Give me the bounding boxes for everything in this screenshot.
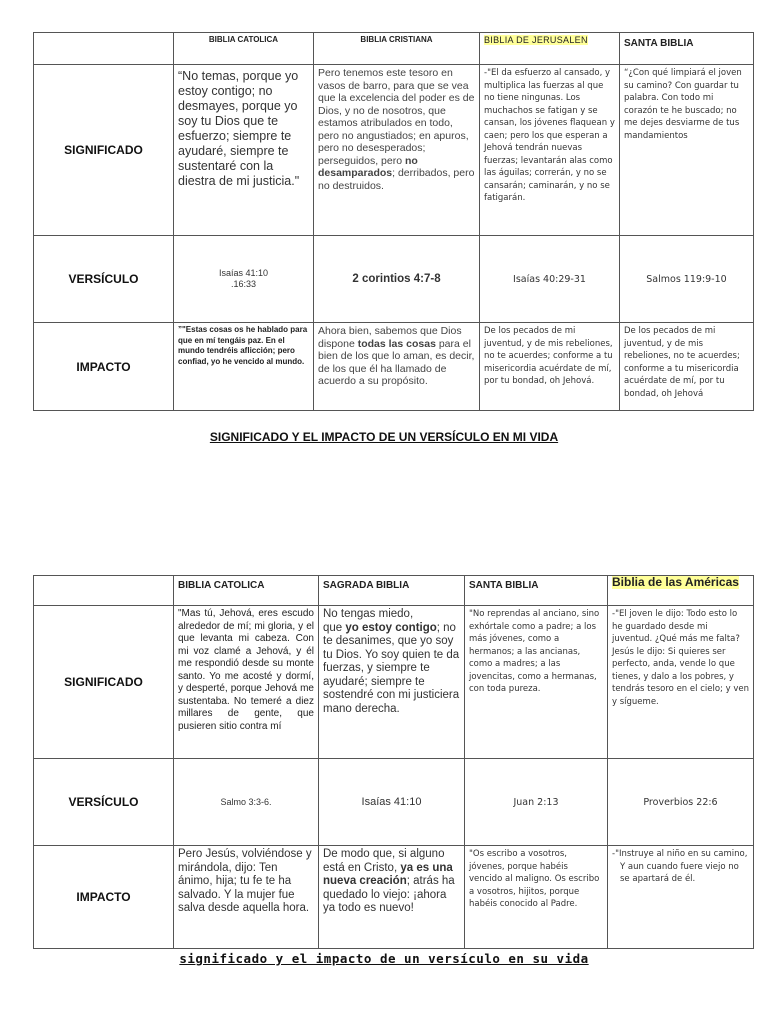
impacto-cell: Pero Jesús, volviéndose y mirándola, dijo: Ten ánimo, hija; tu fe te ha salvado. Y la mujer fue salva desde aquella hora.: [174, 846, 319, 949]
significado-cell: "No reprendas al anciano, sino exhórtale como a padre; a los más jóvenes, como a hermanos; a las ancianas, como a madres; a las jovencitas, como a hermanas, con toda pureza.: [465, 606, 608, 759]
bold-phrase: yo estoy contigo: [345, 621, 437, 634]
significado-cell: “¿Con qué limpiará el joven su camino? Con guardar tu palabra. Con todo mi corazón te he buscado; no me dejes desviarme de tus mandamientos: [620, 65, 754, 236]
bold-phrase: todas las cosas: [357, 337, 436, 350]
verse-reference: Proverbios 22:6: [608, 759, 754, 846]
column-header-highlight: BIBLIA DE JERUSALEN: [484, 35, 588, 45]
verse-reference: Salmo 3:3-6.: [174, 759, 319, 846]
verse-reference: Juan 2:13: [465, 759, 608, 846]
bible-comparison-table-2: [33, 575, 754, 949]
column-header-highlight: Biblia de las Américas: [612, 575, 739, 589]
column-header: BIBLIA CATOLICA: [174, 576, 319, 606]
verse-reference: Salmos 119:9-10: [620, 236, 754, 323]
column-header: BIBLIA CRISTIANA: [314, 33, 480, 65]
row-label-versiculo: VERSÍCULO: [34, 759, 174, 846]
header-empty-cell: [34, 33, 174, 65]
significado-cell: “No temas, porque yo estoy contigo; no desmayes, porque yo soy tu Dios que te esfuerzo; siempre te ayudaré, siempre te sustentaré con la diestra de mi justicia.": [174, 65, 314, 236]
significado-cell: No tengas miedo, que yo estoy contigo; no te desanimes, que yo soy tu Dios. Yo soy quien te da fuerzas, y siempre te ayudaré; siempre te sostendré con mi justiciera mano derecha.: [319, 606, 465, 759]
verse-reference: 2 corintios 4:7-8: [314, 236, 480, 323]
column-header: SANTA BIBLIA: [465, 576, 608, 606]
impacto-cell: ”"Estas cosas os he hablado para que en mí tengáis paz. En el mundo tendréis aflicción; pero confiad, yo he vencido al mundo.: [174, 323, 314, 411]
row-label-impacto: IMPACTO: [34, 846, 174, 949]
column-header: [608, 576, 754, 606]
significado-cell: "Mas tú, Jehová, eres escudo alrededor de mí; mi gloria, y el que levanta mi cabeza. Con mi voz clamé a Jehová, y él me respondió desde su monte santo. Yo me acosté y dormí, y desperté, porque Jehová me sustentaba. No temeré a diez millares de gente, que pusieren sitio contra mí: [174, 606, 319, 759]
impacto-cell: -"Instruye al niño en su camino, Y aun cuando fuere viejo no se apartará de él.: [608, 846, 754, 949]
row-label-impacto: IMPACTO: [34, 323, 174, 411]
row-label-significado: SIGNIFICADO: [34, 65, 174, 236]
table-caption: SIGNIFICADO Y EL IMPACTO DE UN VERSÍCULO EN MI VIDA: [209, 430, 559, 444]
column-header: BIBLIA CATOLICA: [174, 33, 314, 65]
row-label-versiculo: VERSÍCULO: [34, 236, 174, 323]
column-header: SAGRADA BIBLIA: [319, 576, 465, 606]
significado-cell: -"El joven le dijo: Todo esto lo he guardado desde mi juventud. ¿Qué más me falta? Jesús le dijo: Si quieres ser perfecto, anda, vende lo que tienes, y dalo a los pobres, y tendrás tesoro en el cielo; y ven y sígueme.: [608, 606, 754, 759]
table-caption: significado y el impacto de un versículo en su vida: [179, 951, 589, 966]
impacto-cell: De los pecados de mi juventud, y de mis rebeliones, no te acuerdes; conforme a tu misericordia acuérdate de mí, por tu bondad, oh Jehová.: [480, 323, 620, 411]
significado-cell: -"El da esfuerzo al cansado, y multiplica las fuerzas al que no tiene ningunas. Los muchachos se fatigan y se cansan, los jóvenes flaquean y caen; pero los que esperan a Jehová tendrán nuevas fuerzas; levantarán alas como las águilas; correrán, y no se cansarán; caminarán, y no se fatigarán.: [480, 65, 620, 236]
column-header: SANTA BIBLIA: [620, 33, 754, 65]
verse-reference: Isaías 41:10: [319, 759, 465, 846]
significado-cell: Pero tenemos este tesoro en vasos de barro, para que se vea que la excelencia del poder es de Dios, y no de nosotros, que estamos atribulados en todo, pero no angustiados; en apuros, pero no desesperados; perseguidos, pero no desamparados; derribados, pero no destruidos.: [314, 65, 480, 236]
impacto-cell: Ahora bien, sabemos que Dios dispone todas las cosas para el bien de los que lo aman, es decir, de los que él ha llamado de acuerdo a su propósito.: [314, 323, 480, 411]
column-header: [480, 33, 620, 65]
impacto-cell: De los pecados de mi juventud, y de mis rebeliones, no te acuerdes; conforme a tu misericordia acuérdate de mí, por tu bondad, oh Jehová: [620, 323, 754, 411]
bold-phrase: no desamparados: [318, 154, 418, 179]
bible-comparison-table-1: [33, 32, 754, 411]
impacto-cell: "Os escribo a vosotros, jóvenes, porque habéis vencido al maligno. Os escribo a vosotros, hijitos, porque habéis conocido al Padre.: [465, 846, 608, 949]
header-empty-cell: [34, 576, 174, 606]
impacto-cell: De modo que, si alguno está en Cristo, ya es una nueva creación; atrás ha quedado lo viejo: ¡ahora ya todo es nuevo!: [319, 846, 465, 949]
verse-reference: Isaías 41:10 .16:33: [174, 236, 314, 323]
bold-phrase: ya es una nueva creación: [323, 861, 453, 887]
row-label-significado: SIGNIFICADO: [34, 606, 174, 759]
verse-reference: Isaías 40:29-31: [480, 236, 620, 323]
